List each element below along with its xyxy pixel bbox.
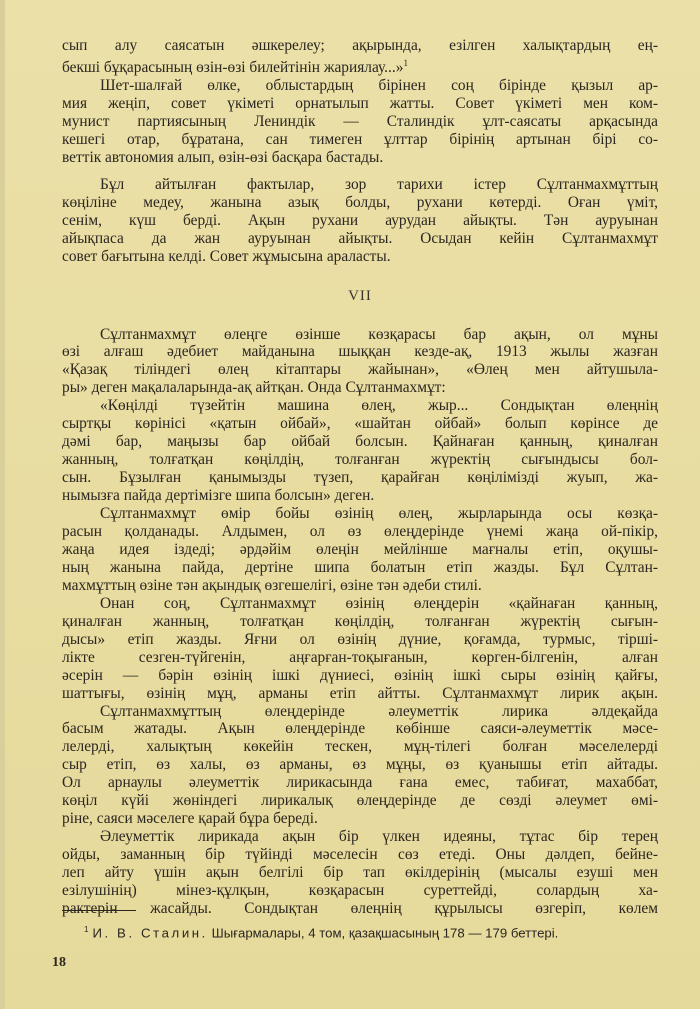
text-line: ның жанына пайда, дертіне шипа болатын етіп жазды. Бұл Сұлтан-: [62, 558, 658, 576]
footnote-text: Шығармалары, 4 том, қазақшасының 178 — 179 беттері.: [211, 925, 559, 941]
text-line: Сұлтанмахмұттың өлеңдерінде әлеуметтік лирика әлдеқайда: [100, 702, 658, 720]
footnote: [84, 925, 664, 940]
text-line: әсерін — бәрін өзінің ішкі дүниесі, өзінің ішкі сыры өзінің қайғы,: [62, 666, 658, 684]
text-line: Сұлтанмахмұт өлеңге өзінше көзқарасы бар ақын, ол мұны: [100, 325, 658, 343]
text-line: Онан соң, Сұлтанмахмұт өзінің өлеңдерін «қайнаған қанның,: [100, 594, 658, 612]
text-line: көңіліне медеу, жанына азық болды, рухани көтерді. Оған үміт,: [62, 193, 658, 211]
text-line: рактерін жасайды. Сондықтан өлеңнің құрылысы өзгеріп, көлем: [62, 900, 658, 918]
text-line: Шет-шалғай өлке, облыстардың бірінен соң бірінде қызыл ар-: [100, 77, 658, 95]
text-line: мия жеңіп, совет үкіметі орнатылып жатты. Совет үкіметі мен ком-: [62, 94, 658, 112]
text-line: сын. Бұзылған қанымызды түзеп, қарайған көңілімізді жуып, жа-: [62, 469, 658, 487]
text-line: лелерді, халықтың көкейін тескен, мұң-тілегі болған мәселелерді: [62, 738, 658, 756]
page-number: 18: [52, 955, 66, 970]
text-line: Ол арнаулы әлеуметтік лирикасында ғана емес, табиғат, махаббат,: [62, 774, 658, 792]
paragraph-lifelong: [62, 505, 658, 595]
text-line: қиналған жанның, толғатқан көңілдің, толғанған жүректің сығын-: [62, 612, 658, 630]
text-line: басым жатады. Ақын өлеңдерінде көбінше саяси-әлеуметтік мәсе-: [62, 720, 658, 738]
footnote-author: И. В. Сталин.: [92, 925, 208, 941]
text-line: кешегі отар, бұратана, сан тимеген ұлттар бірінің артынан бірі со-: [62, 130, 658, 148]
page-edge: [0, 0, 5, 1009]
body-text: [62, 37, 658, 918]
footnote-reference: 1: [403, 57, 408, 68]
footnote-divider: [62, 910, 136, 911]
text-line: Бұл айтылған фактылар, зор тарихи істер Сұлтанмахмұттың: [100, 175, 658, 193]
text-line: Сұлтанмахмұт өмір бойы өзінің өлең, жырларында осы көзқа-: [100, 505, 658, 523]
text-line: дәмі бар, маңызы бар ойбай болсын. Қайнаған қанның, қиналған: [62, 433, 658, 451]
text-line: «Қазақ тіліндегі өлең кітаптары жайынан», «Өлең мен айтушыла-: [62, 361, 658, 379]
text-line: жаңа идея іздеді; әрдәйім өлеңін мейлінше мағналы етіп, оқушы-: [62, 540, 658, 558]
paragraph-quote: [62, 397, 658, 505]
text-line: сенім, күш берді. Ақын рухани аурудан айықты. Тән ауруынан: [62, 211, 658, 229]
text-line: махмұттың өзіне тән ақындық өзгешелігі, өзіне тән әдеби стилі.: [62, 576, 482, 594]
text-line: ойды, заманның бір түйінді мәселесін сөз етеді. Оны дәлдеп, бейне-: [62, 846, 658, 864]
text-line: ріне, саяси мәселеге қарай бұра береді.: [62, 810, 318, 828]
paragraph-social: [62, 703, 658, 829]
section-heading: VII: [348, 287, 372, 304]
text-line: лікте сезген-түйгенін, аңғарған-тоқығанын, көрген-білгенін, алған: [62, 648, 658, 666]
text-line: сып алу саясатын әшкерелеу; ақырында, езілген халықтардың ең-: [62, 37, 658, 54]
text-line: езілушінің) мінез-құлқын, көзқарасын суреттейді, солардың ха-: [62, 882, 658, 900]
paragraph-healing: [62, 176, 658, 266]
text-line: көңіл күйі жөніндегі лирикалық өлеңдерінде де сөзді әлеумет өмі-: [62, 792, 658, 810]
text-line: мунист партиясының Лениндік — Сталиндік ұлт-саясаты арқасында: [62, 112, 658, 130]
paragraph-intro: [62, 37, 658, 167]
footnote-marker: 1: [84, 925, 89, 934]
text-line: Әлеуметтік лирикада ақын бір үлкен идеяны, тұтас бір терең: [100, 828, 658, 846]
paragraph-view: [62, 326, 658, 398]
text-line: сыртқы көрінісі «қатын ойбай», «шайтан ойбай» болып көрінсе де: [62, 415, 658, 433]
paragraph-lyric: [62, 828, 658, 918]
text-line: ры» деген мақалаларында-ақ айтқан. Онда Сұлтанмахмұт:: [62, 379, 446, 397]
text-line: дысы» етіп жазды. Яғни ол өзінің дүние, қоғамда, турмыс, тірші-: [62, 630, 658, 648]
text-line: веттік автономия алып, өзін-өзі басқара бастады.: [62, 148, 384, 166]
text-line: совет бағытына келді. Совет жұмысына араласты.: [62, 247, 391, 265]
text-line: жанның, толғатқан көңілдің, толғанған жүректің сығындысы бол-: [62, 451, 658, 469]
text-line: «Көңілді түзейтін машина өлең, жыр... Сондықтан өлеңнің: [100, 397, 658, 415]
text-line: расын қолданады. Алдымен, ол өз өлеңдерінде үнемі жаңа ой-пікір,: [62, 523, 658, 540]
text-line: нымызға пайда дертімізге шипа болсын» деген.: [62, 487, 375, 505]
text-line: бекші бұқарасының өзін-өзі билейтінін жариялау...»$^1$: [62, 57, 408, 77]
text-line: сыр етіп, өз халы, өз арманы, өз мұңы, өз қуанышы етіп айтады.: [62, 756, 658, 774]
text-line: шаттығы, өзінің мұң, арманы етіп айтты. Сұлтанмахмұт лирик ақын.: [62, 684, 658, 702]
text-line: айықпаса да жан ауруынан айықты. Осыдан кейін Сұлтанмахмұт: [62, 229, 658, 247]
text-line: өзі алғаш әдебиет майданына шыққан кезде-ақ, 1913 жылы жазған: [62, 343, 658, 361]
text-line: леп айту үшін ақын белгілі бір тап өкілдерінің (мысалы езуші мен: [62, 864, 658, 882]
paragraph-then: [62, 595, 658, 703]
